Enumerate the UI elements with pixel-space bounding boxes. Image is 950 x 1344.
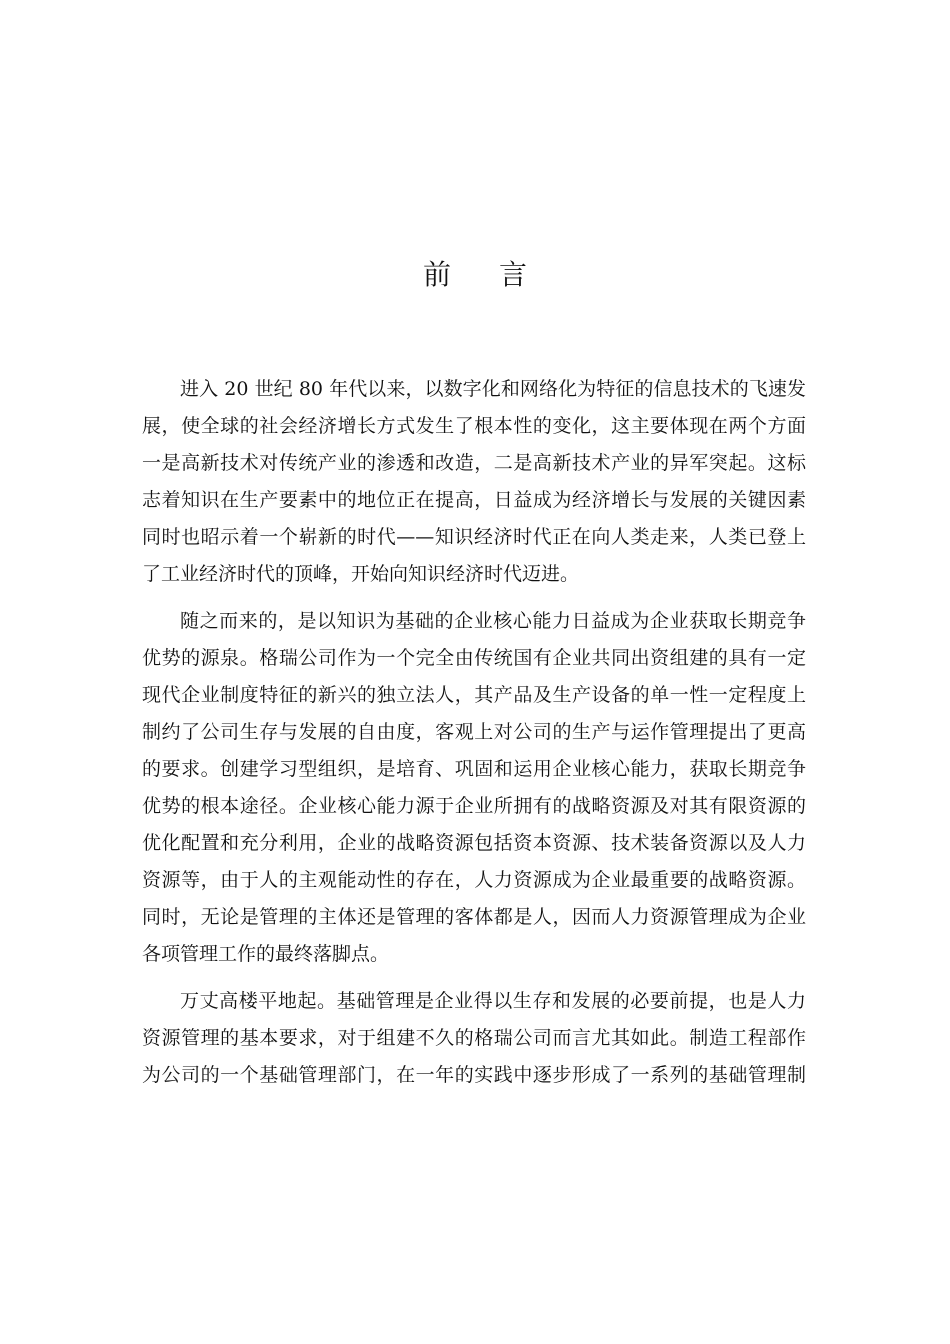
paragraph-line: 资源管理的基本要求，对于组建不久的格瑞公司而言尤其如此。制造工程部作	[142, 1027, 806, 1049]
paragraph-line: 万丈高楼平地起。基础管理是企业得以生存和发展的必要前提，也是人力	[180, 990, 806, 1012]
paragraph-3	[142, 983, 806, 1094]
paragraph-line: 现代企业制度特征的新兴的独立法人，其产品及生产设备的单一性一定程度上	[142, 684, 806, 706]
title-char-2: 言	[499, 258, 528, 291]
paragraph-line: 优化配置和充分利用，企业的战略资源包括资本资源、技术装备资源以及人力	[142, 832, 806, 854]
paragraph-2	[142, 603, 806, 973]
paragraph-line: 志着知识在生产要素中的地位正在提高，日益成为经济增长与发展的关键因素	[142, 489, 806, 511]
paragraph-line: 随之而来的，是以知识为基础的企业核心能力日益成为企业获取长期竞争	[180, 610, 806, 632]
body-text	[142, 371, 806, 1104]
paragraph-line: 各项管理工作的最终落脚点。	[142, 943, 390, 965]
paragraph-line: 了工业经济时代的顶峰，开始向知识经济时代迈进。	[142, 563, 580, 585]
paragraph-line: 为公司的一个基础管理部门，在一年的实践中逐步形成了一系列的基础管理制	[142, 1064, 806, 1086]
paragraph-line: 一是高新技术对传统产业的渗透和改造，二是高新技术产业的异军突起。这标	[142, 452, 806, 474]
paragraph-line: 进入 20 世纪 80 年代以来，以数字化和网络化为特征的信息技术的飞速发	[180, 378, 806, 400]
paragraph-line: 制约了公司生存与发展的自由度，客观上对公司的生产与运作管理提出了更高	[142, 721, 806, 743]
page-title	[0, 255, 950, 295]
paragraph-line: 优势的源泉。格瑞公司作为一个完全由传统国有企业共同出资组建的具有一定	[142, 647, 806, 669]
title-char-1: 前	[422, 258, 451, 291]
paragraph-line: 同时，无论是管理的主体还是管理的客体都是人，因而人力资源管理成为企业	[142, 906, 806, 928]
paragraph-line: 资源等，由于人的主观能动性的存在，人力资源成为企业最重要的战略资源。	[142, 869, 806, 891]
paragraph-1	[142, 371, 806, 593]
paragraph-line: 展，使全球的社会经济增长方式发生了根本性的变化，这主要体现在两个方面	[142, 415, 806, 437]
paragraph-line: 优势的根本途径。企业核心能力源于企业所拥有的战略资源及对其有限资源的	[142, 795, 806, 817]
paragraph-line: 同时也昭示着一个崭新的时代——知识经济时代正在向人类走来，人类已登上	[142, 526, 806, 548]
paragraph-line: 的要求。创建学习型组织，是培育、巩固和运用企业核心能力，获取长期竞争	[142, 758, 806, 780]
